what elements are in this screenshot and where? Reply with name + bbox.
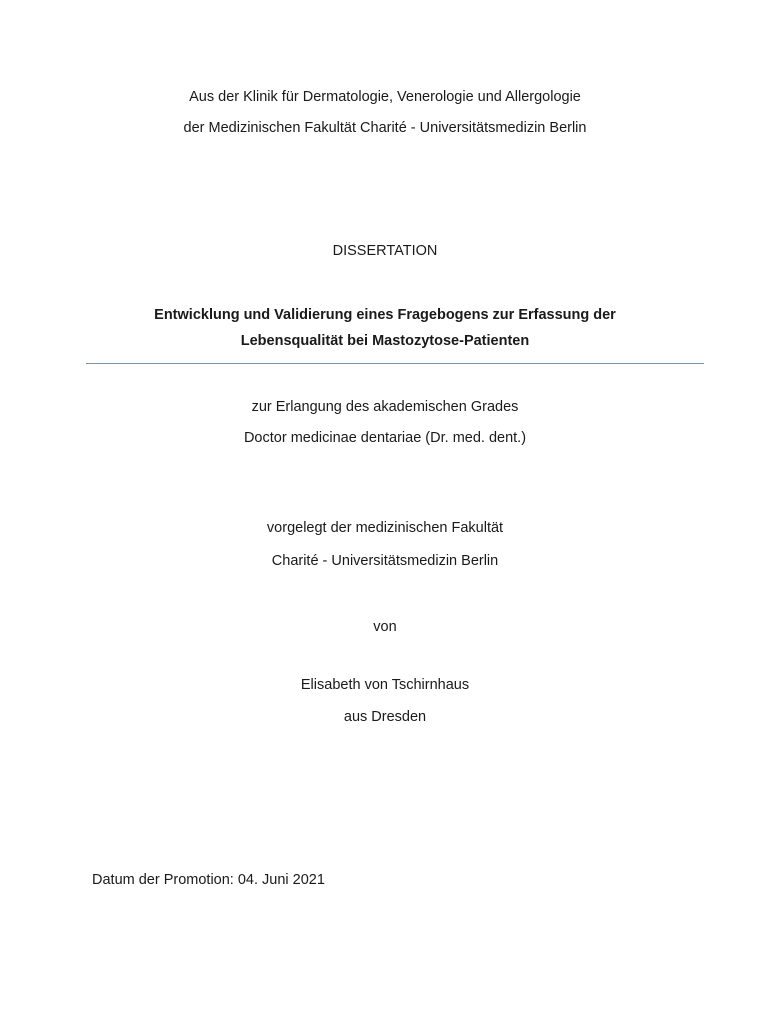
degree-line-2: Doctor medicinae dentariae (Dr. med. dent.) [243,430,527,446]
author-origin: aus Dresden [343,709,427,725]
submission-line-2: Charité - Universitätsmedizin Berlin [271,553,499,569]
institution-line-1: Aus der Klinik für Dermatologie, Venerologie und Allergologie [189,89,581,105]
institution-line-2: der Medizinischen Fakultät Charité - Universitätsmedizin Berlin [183,120,587,136]
promotion-date: Datum der Promotion: 04. Juni 2021 [92,872,325,888]
von-label: von [373,619,397,635]
title-divider [86,363,704,364]
author-name: Elisabeth von Tschirnhaus [300,677,470,693]
document-type: DISSERTATION [332,243,438,259]
thesis-title-line-2: Lebensqualität bei Mastozytose-Patienten [240,333,530,349]
thesis-title-line-1: Entwicklung und Validierung eines Fragebogens zur Erfassung der [154,307,616,323]
degree-line-1: zur Erlangung des akademischen Grades [251,399,519,415]
submission-line-1: vorgelegt der medizinischen Fakultät [266,520,504,536]
